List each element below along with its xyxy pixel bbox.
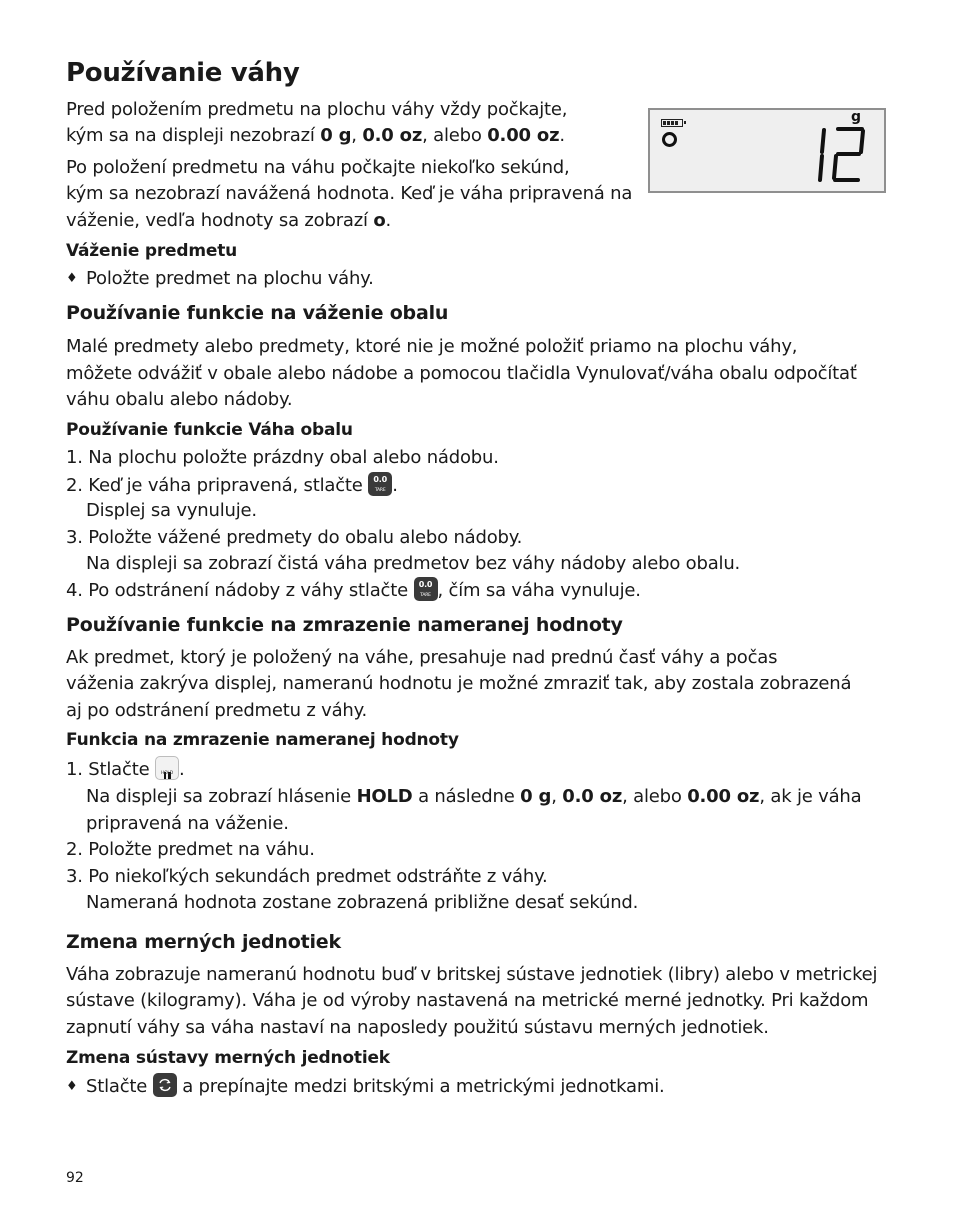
paragraph-line: váženia zakrýva displej, nameranú hodnotu je možné zmraziť tak, aby zostala zobrazená [66, 673, 852, 694]
weighing-bullet: ♦ Položte predmet na plochu váhy. [66, 266, 374, 293]
tare-step-4: 4. Po odstránení nádoby z váhy stlačte 0.0 TARE , čím sa váha vynuluje. [66, 577, 641, 605]
hold-step-1-note: pripravená na váženie. [86, 813, 289, 834]
scale-display-illustration [648, 108, 886, 193]
tare-section-heading: Používanie funkcie na váženie obalu [66, 302, 449, 324]
weighing-heading: Váženie predmetu [66, 241, 238, 261]
hold-step-3-note: Nameraná hodnota zostane zobrazená približne desať sekúnd. [86, 892, 639, 913]
paragraph-line: Malé predmety alebo predmety, ktoré nie je možné položiť priamo na plochu váhy, [66, 336, 798, 357]
display-unit: g [851, 109, 862, 125]
tare-step-2: 2. Keď je váha pripravená, stlačte 0.0 TARE . [66, 472, 398, 500]
tare-subheading: Používanie funkcie Váha obalu [66, 420, 353, 440]
hold-step-3: 3. Po niekoľkých sekundách predmet odstráňte z váhy. [66, 866, 548, 887]
page-title: Používanie váhy [66, 58, 300, 88]
paragraph-line: Váha zobrazuje nameranú hodnotu buď v britskej sústave jednotiek (libry) alebo v metrickej [66, 964, 878, 985]
unit-switch-button-icon [153, 1073, 177, 1097]
page-number: 92 [66, 1170, 84, 1186]
paragraph-line: váhu obalu alebo nádoby. [66, 389, 293, 410]
intro-line: kým sa na displeji nezobrazí 0 g, 0.0 oz, alebo 0.00 oz. [66, 125, 565, 146]
hold-step-2: 2. Položte predmet na váhu. [66, 839, 315, 860]
hold-step-1: 1. Stlačte HOLD . [66, 756, 185, 784]
tare-button-icon: 0.0 TARE [414, 577, 438, 601]
tare-step-1: 1. Na plochu položte prázdny obal alebo nádobu. [66, 447, 499, 468]
hold-step-1-note: Na displeji sa zobrazí hlásenie HOLD a následne 0 g, 0.0 oz, alebo 0.00 oz, ak je váha [86, 786, 862, 807]
units-subheading: Zmena sústavy merných jednotiek [66, 1048, 390, 1068]
hold-subheading: Funkcia na zmrazenie nameranej hodnoty [66, 730, 459, 750]
paragraph-line: aj po odstránení predmetu z váhy. [66, 700, 368, 721]
intro-line: Pred položením predmetu na plochu váhy vždy počkajte, [66, 99, 568, 120]
units-bullet: ♦ Stlačte a prepínajte medzi britskými a metrickými jednotkami. [66, 1073, 665, 1101]
bullet-icon: ♦ [66, 1079, 78, 1094]
stable-indicator-icon [662, 132, 677, 147]
bullet-icon: ♦ [66, 271, 78, 286]
tare-button-icon: 0.0 TARE [368, 472, 392, 496]
paragraph-line: Ak predmet, ktorý je položený na váhe, presahuje nad prednú časť váhy a počas [66, 647, 778, 668]
intro-line: kým sa nezobrazí navážená hodnota. Keď je váha pripravená na [66, 183, 633, 204]
units-section-heading: Zmena merných jednotiek [66, 931, 341, 953]
intro-line: Po položení predmetu na váhu počkajte niekoľko sekúnd, [66, 157, 570, 178]
paragraph-line: sústave (kilogramy). Váha je od výroby nastavená na metrické merné jednotky. Pri každom [66, 990, 869, 1011]
paragraph-line: zapnutí váhy sa váha nastaví na naposledy použitú sústavu merných jednotiek. [66, 1017, 769, 1038]
battery-icon [661, 119, 683, 127]
display-value-digits [818, 126, 868, 184]
stable-indicator-symbol: o [373, 210, 386, 231]
tare-step-3-note: Na displeji sa zobrazí čistá váha predmetov bez váhy nádoby alebo obalu. [86, 553, 741, 574]
hold-section-heading: Používanie funkcie na zmrazenie nameranej hodnoty [66, 614, 623, 636]
intro-line: váženie, vedľa hodnoty sa zobrazí o. [66, 210, 392, 231]
paragraph-line: môžete odvážiť v obale alebo nádobe a pomocou tlačidla Vynulovať/váha obalu odpočítať [66, 363, 857, 384]
tare-step-3: 3. Položte vážené predmety do obalu alebo nádoby. [66, 527, 523, 548]
tare-step-2-note: Displej sa vynuluje. [86, 500, 257, 521]
hold-button-icon: HOLD [155, 756, 179, 780]
